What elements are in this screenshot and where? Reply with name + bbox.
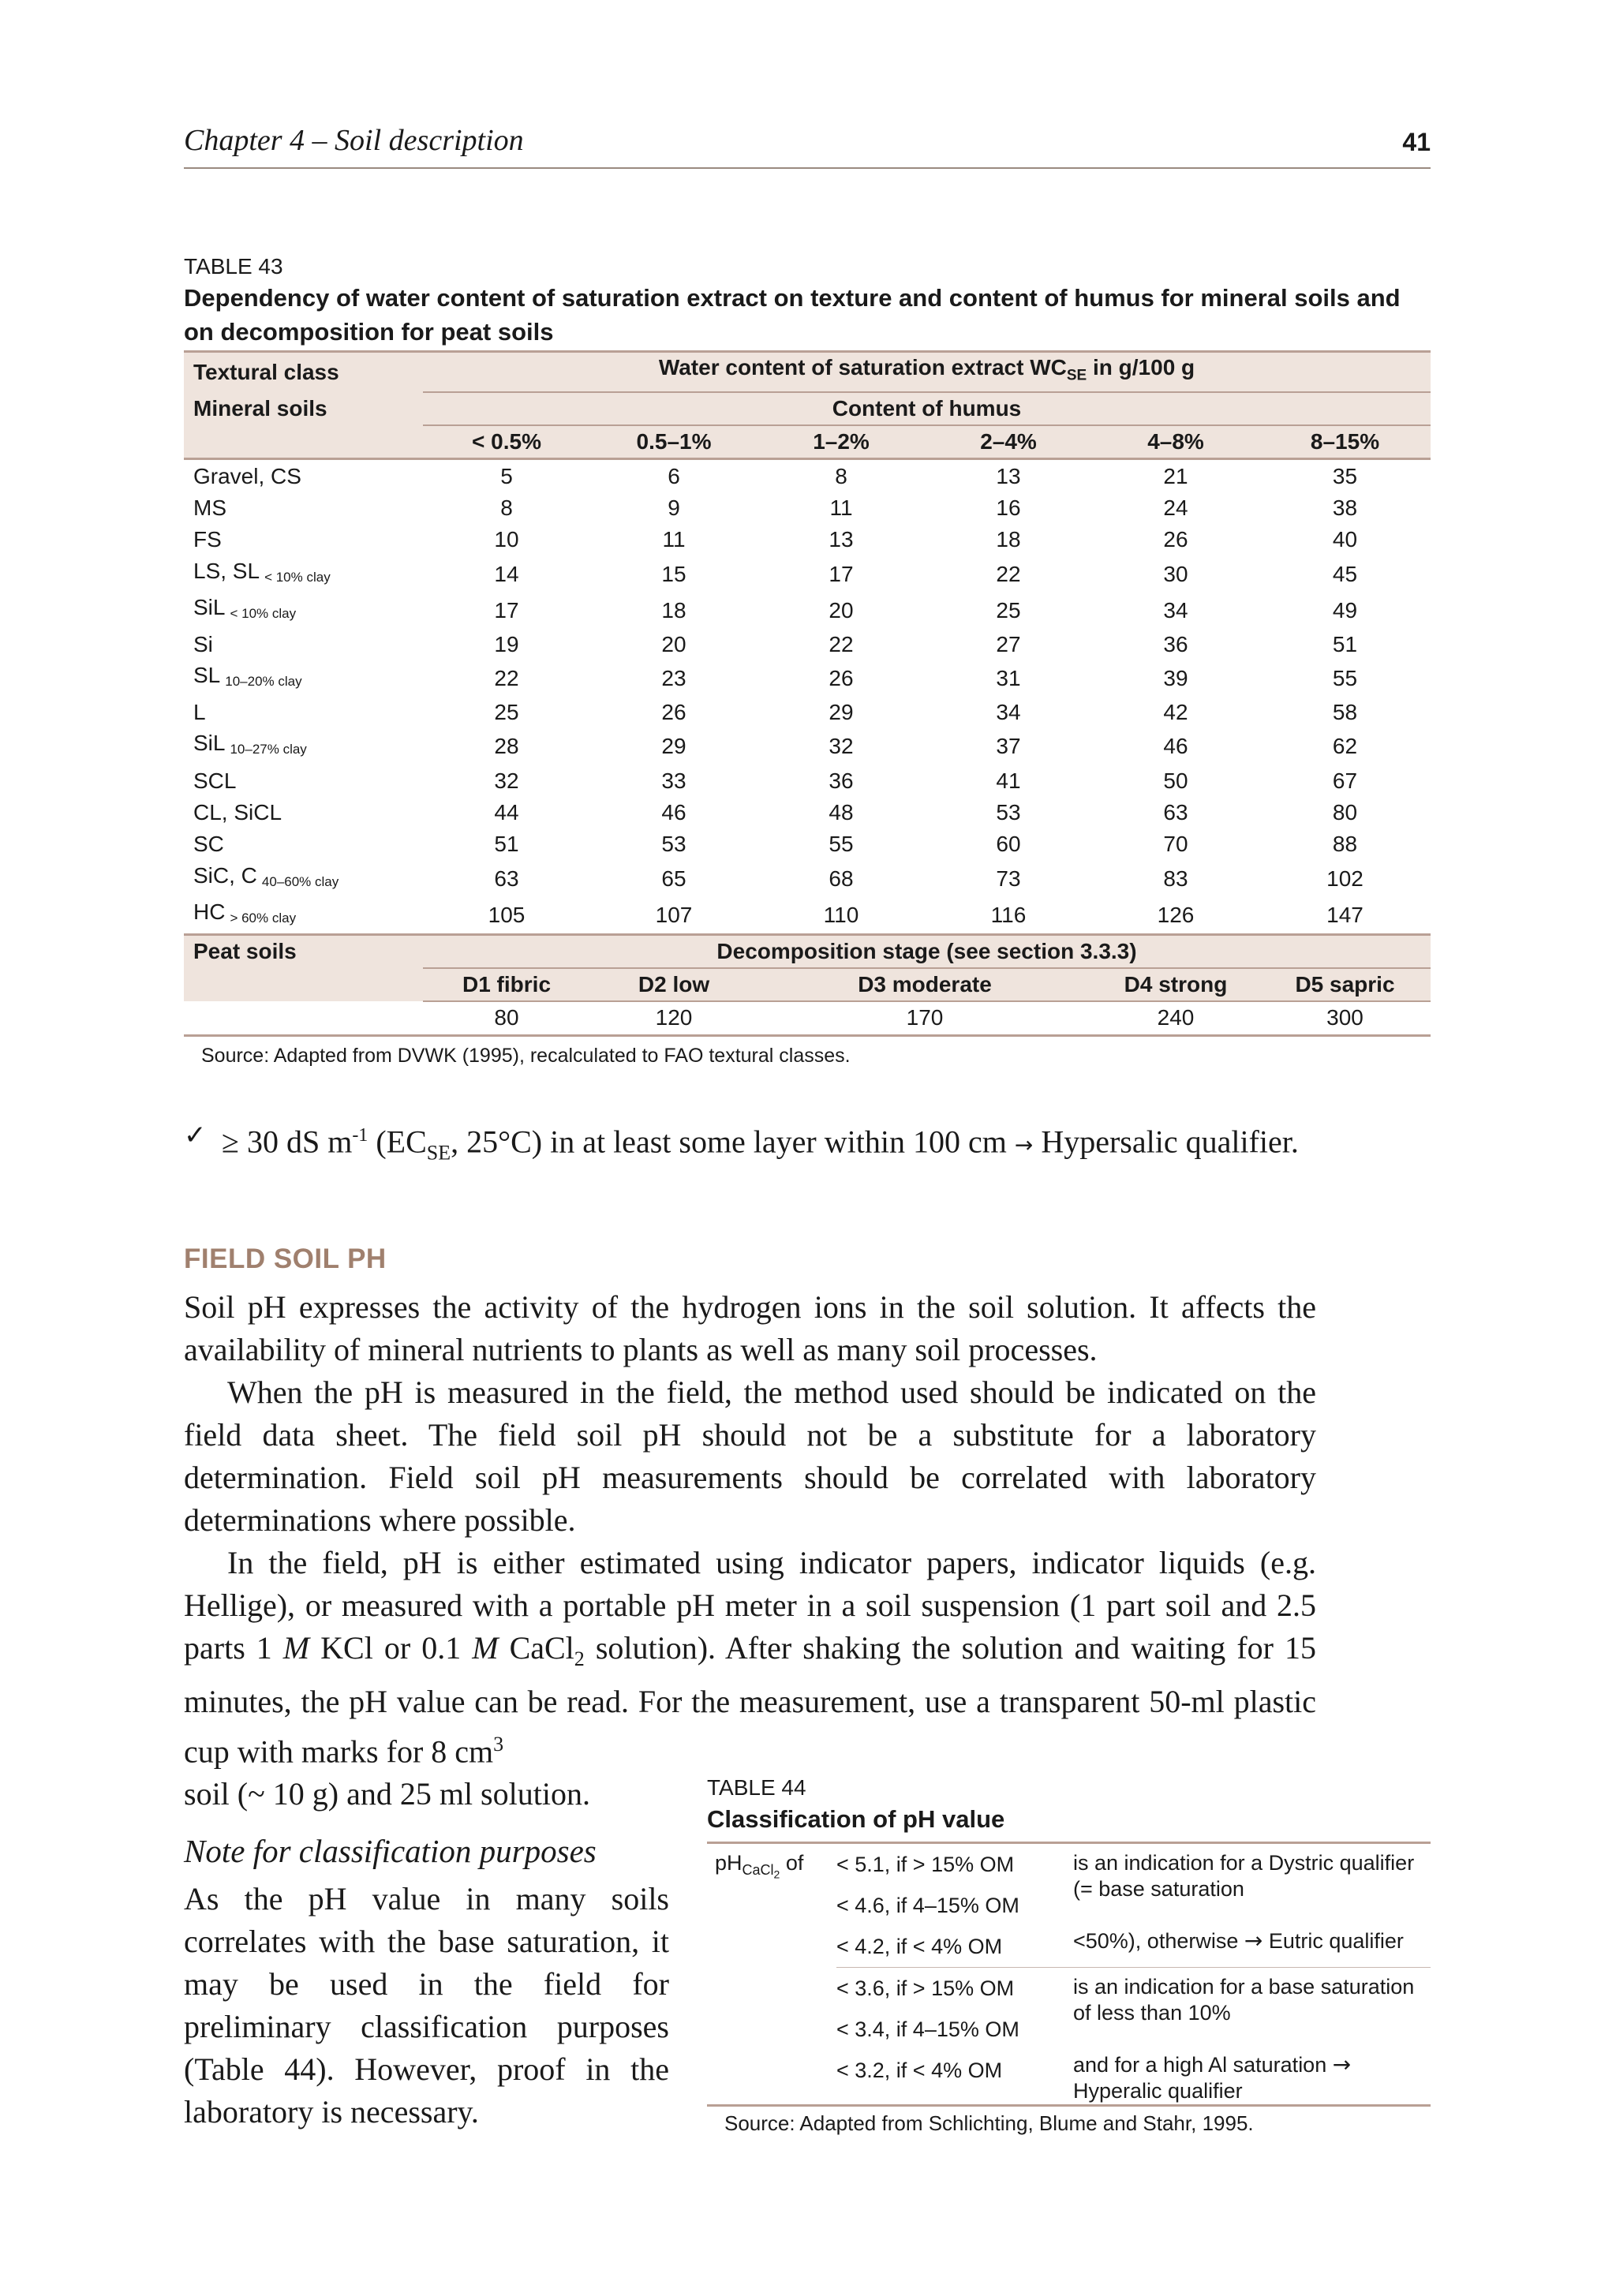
value-cell: 73 — [996, 866, 1021, 891]
peat-value-d3: 170 — [758, 1001, 1092, 1035]
humus-column-5: 4–8% — [1092, 425, 1259, 459]
value-cell: 80 — [1332, 799, 1358, 825]
peat-blank — [184, 968, 423, 1001]
value-cell: 28 — [494, 734, 519, 759]
value-cell: 15 — [661, 561, 686, 586]
value-cell: 24 — [1163, 495, 1188, 520]
table-43-title: Dependency of water content of saturation extract on texture and content of humus for mineral soils and on decomposition for peat soils — [184, 284, 1401, 346]
table-row — [184, 697, 1431, 728]
group1-condition-2: < 4.6, if 4–15% OM — [836, 1894, 1019, 1917]
table-row — [184, 797, 1431, 828]
value-cell: 55 — [1332, 665, 1358, 690]
value-cell: 60 — [996, 832, 1021, 857]
note-heading: Note for classification purposes — [184, 1833, 597, 1869]
peat-decomposition-header: Decomposition stage (see section 3.3.3) — [423, 934, 1431, 968]
hypersalic-check-item: ✓ ≥ 30 dS $m^{-1}$ ($EC_{SE}$, 25°C) in at least some layer within 100 cm → Hypersalic qualifier. — [184, 1114, 1316, 1174]
value-cell: 27 — [996, 631, 1021, 656]
value-cell: 88 — [1332, 832, 1358, 857]
table-row — [184, 492, 1431, 524]
table-row — [184, 556, 1431, 593]
row-label: CL, SiCL — [193, 799, 282, 825]
value-cell: 35 — [1332, 463, 1358, 488]
value-cell: 102 — [1326, 866, 1364, 891]
value-cell: 53 — [661, 832, 686, 857]
value-cell: 31 — [996, 665, 1021, 690]
value-cell: 40 — [1332, 527, 1358, 552]
field-ph-paragraph-2: When the pH is measured in the field, the method used should be indicated on the field data sheet. The field soil pH should not be a substitute for a laboratory determination. Field soil pH measurements should be correlated with laboratory determinations where possible. — [184, 1374, 1316, 1538]
value-cell: 8 — [835, 463, 847, 488]
value-cell: 26 — [661, 700, 686, 725]
table-44-grid — [707, 1842, 1431, 2107]
value-cell: 46 — [1163, 734, 1188, 759]
row-label: FS — [193, 527, 222, 552]
row-label: SL $_{10-20\% clay}$ — [193, 662, 302, 689]
value-cell: 44 — [494, 799, 519, 825]
peat-col-d4: D4 strong — [1092, 968, 1259, 1001]
group1-text-a: is an indication for a Dystric qualifier (= base saturation — [1073, 1843, 1431, 1927]
row-label: MS — [193, 495, 226, 520]
row-label: SC — [193, 832, 224, 857]
peat-values-blank — [184, 1001, 423, 1035]
value-cell: 49 — [1332, 597, 1358, 623]
row-label: SiC, C $_{40-60\% clay}$ — [193, 862, 339, 889]
table-row — [184, 593, 1431, 629]
chapter-title: Chapter 4 – Soil description — [184, 124, 524, 157]
field-ph-paragraph-3-end: soil (~ 10 g) and 25 ml solution. — [184, 1776, 590, 1812]
table-row — [184, 765, 1431, 796]
table-43-label: TABLE 43 — [184, 254, 283, 279]
field-ph-paragraph-3: In the field, pH is either estimated using indicator papers, indicator liquids (e.g. Hellige), or measured with a portable pH meter in a soil suspension (1 part soil and 2.5 parts 1 M KCl or 0.1 M CaCl$_2$ solution). After shaking the solution and waiting for 15 minutes, the pH value can be read. For the measurement, use a transparent 50-ml plastic cup with marks for 8 $cm^3$ — [184, 1545, 1316, 1770]
value-cell: 34 — [996, 700, 1021, 725]
value-cell: 33 — [661, 768, 686, 793]
peat-value-d2: 120 — [590, 1001, 758, 1035]
group1-condition-3: < 4.2, if < 4% OM — [836, 1935, 1003, 1958]
group2-text-a: is an indication for a base saturation of less than 10% — [1073, 1968, 1431, 2051]
right-arrow-icon: → — [1244, 1928, 1263, 1954]
table-row — [184, 828, 1431, 860]
section-heading-field-soil-ph: FIELD SOIL PH — [184, 1243, 387, 1274]
value-cell: 46 — [661, 799, 686, 825]
note-body-text: As the pH value in many soils correlates with the base saturation, it may be used in the field for preliminary classification purposes (Table 44). However, proof in the — [184, 1881, 669, 2087]
header-textural-class: Textural class — [184, 352, 423, 392]
value-cell: 22 — [494, 665, 519, 690]
value-cell: 5 — [500, 463, 513, 488]
table-row — [184, 524, 1431, 555]
running-header — [184, 118, 1431, 169]
value-cell: 50 — [1163, 768, 1188, 793]
peat-value-d4: 240 — [1092, 1001, 1259, 1035]
value-cell: 42 — [1163, 700, 1188, 725]
humus-column-1: < 0.5% — [423, 425, 590, 459]
peat-col-d2: D2 low — [590, 968, 758, 1001]
value-cell: 62 — [1332, 734, 1358, 759]
value-cell: 26 — [829, 665, 854, 690]
table-row — [184, 629, 1431, 660]
value-cell: 29 — [829, 700, 854, 725]
value-cell: 19 — [494, 631, 519, 656]
group2-text-b: and for a high Al saturation → Hyperalic qualifier — [1073, 2051, 1352, 2103]
value-cell: 20 — [829, 597, 854, 623]
value-cell: 45 — [1332, 561, 1358, 586]
value-cell: 83 — [1163, 866, 1188, 891]
peat-value-d1: 80 — [423, 1001, 590, 1035]
value-cell: 18 — [996, 527, 1021, 552]
value-cell: 11 — [662, 527, 686, 552]
row-label: Gravel, CS — [193, 463, 301, 488]
value-cell: 107 — [655, 902, 693, 927]
group2-condition-2: < 3.4, if 4–15% OM — [836, 2017, 1019, 2041]
value-cell: 14 — [494, 561, 519, 586]
value-cell: 32 — [829, 734, 854, 759]
value-cell: 65 — [661, 866, 686, 891]
header-humus: Content of humus — [423, 392, 1431, 425]
value-cell: 68 — [829, 866, 854, 891]
value-cell: 8 — [500, 495, 513, 520]
note-body-last-line: laboratory is necessary. — [184, 2094, 479, 2130]
value-cell: 26 — [1163, 527, 1188, 552]
table-43-source: Source: Adapted from DVWK (1995), recalculated to FAO textural classes. — [201, 1044, 851, 1067]
table-row — [184, 660, 1431, 697]
row-label: L — [193, 700, 206, 725]
value-cell: 51 — [1332, 631, 1358, 656]
ph-cacl2-label: $pH_{CaCl_2}$ of — [707, 1843, 836, 2106]
note-body — [184, 1878, 669, 2133]
table-44-title: Classification of pH value — [707, 1805, 1005, 1833]
right-arrow-icon: → — [1014, 1131, 1034, 1158]
value-cell: 63 — [1163, 799, 1188, 825]
peat-value-d5: 300 — [1259, 1001, 1431, 1035]
value-cell: 53 — [996, 799, 1021, 825]
value-cell: 18 — [661, 597, 686, 623]
humus-column-2: 0.5–1% — [590, 425, 758, 459]
value-cell: 38 — [1332, 495, 1358, 520]
table-row — [184, 897, 1431, 935]
value-cell: 30 — [1163, 561, 1188, 586]
table-row — [184, 861, 1431, 897]
row-label: SiL $_{< 10\% clay}$ — [193, 594, 297, 621]
value-cell: 41 — [996, 768, 1021, 793]
value-cell: 13 — [996, 463, 1021, 488]
value-cell: 10 — [494, 527, 519, 552]
value-cell: 16 — [996, 495, 1021, 520]
group2-condition-1: < 3.6, if > 15% OM — [836, 1968, 1073, 2010]
value-cell: 29 — [661, 734, 686, 759]
row-label: LS, SL $_{< 10\% clay}$ — [193, 558, 331, 585]
value-cell: 25 — [996, 597, 1021, 623]
value-cell: 110 — [823, 902, 859, 927]
table-44 — [707, 1774, 1431, 2136]
value-cell: 39 — [1163, 665, 1188, 690]
table-row — [184, 728, 1431, 765]
value-cell: 63 — [494, 866, 519, 891]
value-cell: 13 — [829, 527, 854, 552]
value-cell: 48 — [829, 799, 854, 825]
row-label: SCL — [193, 768, 237, 793]
value-cell: 36 — [829, 768, 854, 793]
field-ph-paragraph-1: Soil pH expresses the activity of the hydrogen ions in the soil solution. It affects the availability of mineral nutrients to plants as well as many soil processes. — [184, 1289, 1316, 1367]
value-cell: 22 — [996, 561, 1021, 586]
peat-soils-label: Peat soils — [184, 934, 423, 968]
value-cell: 25 — [494, 700, 519, 725]
row-label: Si — [193, 631, 213, 656]
value-cell: 9 — [668, 495, 680, 520]
value-cell: 37 — [996, 734, 1021, 759]
row-label: HC $_{> 60\% clay}$ — [193, 899, 297, 926]
peat-col-d3: D3 moderate — [758, 968, 1092, 1001]
table-44-label: TABLE 44 — [707, 1775, 806, 1800]
value-cell: 147 — [1326, 902, 1364, 927]
humus-column-4: 2–4% — [925, 425, 1092, 459]
value-cell: 17 — [829, 561, 854, 586]
group2-condition-3: < 3.2, if < 4% OM — [836, 2059, 1003, 2082]
value-cell: 126 — [1157, 902, 1195, 927]
value-cell: 22 — [829, 631, 854, 656]
peat-col-d1: D1 fibric — [423, 968, 590, 1001]
value-cell: 32 — [494, 768, 519, 793]
right-arrow-icon: → — [1332, 2051, 1352, 2077]
value-cell: 58 — [1332, 700, 1358, 725]
value-cell: 11 — [829, 495, 853, 520]
checkmark-icon: ✓ — [184, 1120, 207, 1151]
value-cell: 21 — [1163, 463, 1188, 488]
group1-text-b: <50%), otherwise → Eutric qualifier — [1073, 1928, 1404, 1954]
table-44-source: Source: Adapted from Schlichting, Blume and Stahr, 1995. — [724, 2111, 1254, 2135]
table-43 — [184, 252, 1431, 1068]
value-cell: 17 — [494, 597, 519, 623]
peat-col-d5: D5 sapric — [1259, 968, 1431, 1001]
table-44-bottom-rule — [707, 2106, 1431, 2107]
value-cell: 34 — [1163, 597, 1188, 623]
table-43-grid — [184, 350, 1431, 1037]
value-cell: 70 — [1163, 832, 1188, 857]
page-number: 41 — [1402, 128, 1431, 156]
table-row — [184, 459, 1431, 492]
value-cell: 116 — [990, 902, 1027, 927]
value-cell: 51 — [494, 832, 519, 857]
value-cell: 67 — [1332, 768, 1358, 793]
group1-condition-1: < 5.1, if > 15% OM — [836, 1843, 1073, 1886]
header-mineral-soils: Mineral soils — [184, 392, 423, 425]
row-label: SiL $_{10-27\% clay}$ — [193, 731, 307, 757]
value-cell: 105 — [488, 902, 526, 927]
field-ph-body — [184, 1286, 1316, 1815]
value-cell: 36 — [1163, 631, 1188, 656]
value-cell: 55 — [829, 832, 854, 857]
header-blank — [184, 425, 423, 459]
header-water-content: Water content of saturation extract $WC_{SE}$ in g/100 g — [423, 352, 1431, 392]
value-cell: 20 — [661, 631, 686, 656]
value-cell: 23 — [661, 665, 686, 690]
humus-column-6: 8–15% — [1259, 425, 1431, 459]
humus-column-3: 1–2% — [758, 425, 925, 459]
value-cell: 6 — [668, 463, 680, 488]
